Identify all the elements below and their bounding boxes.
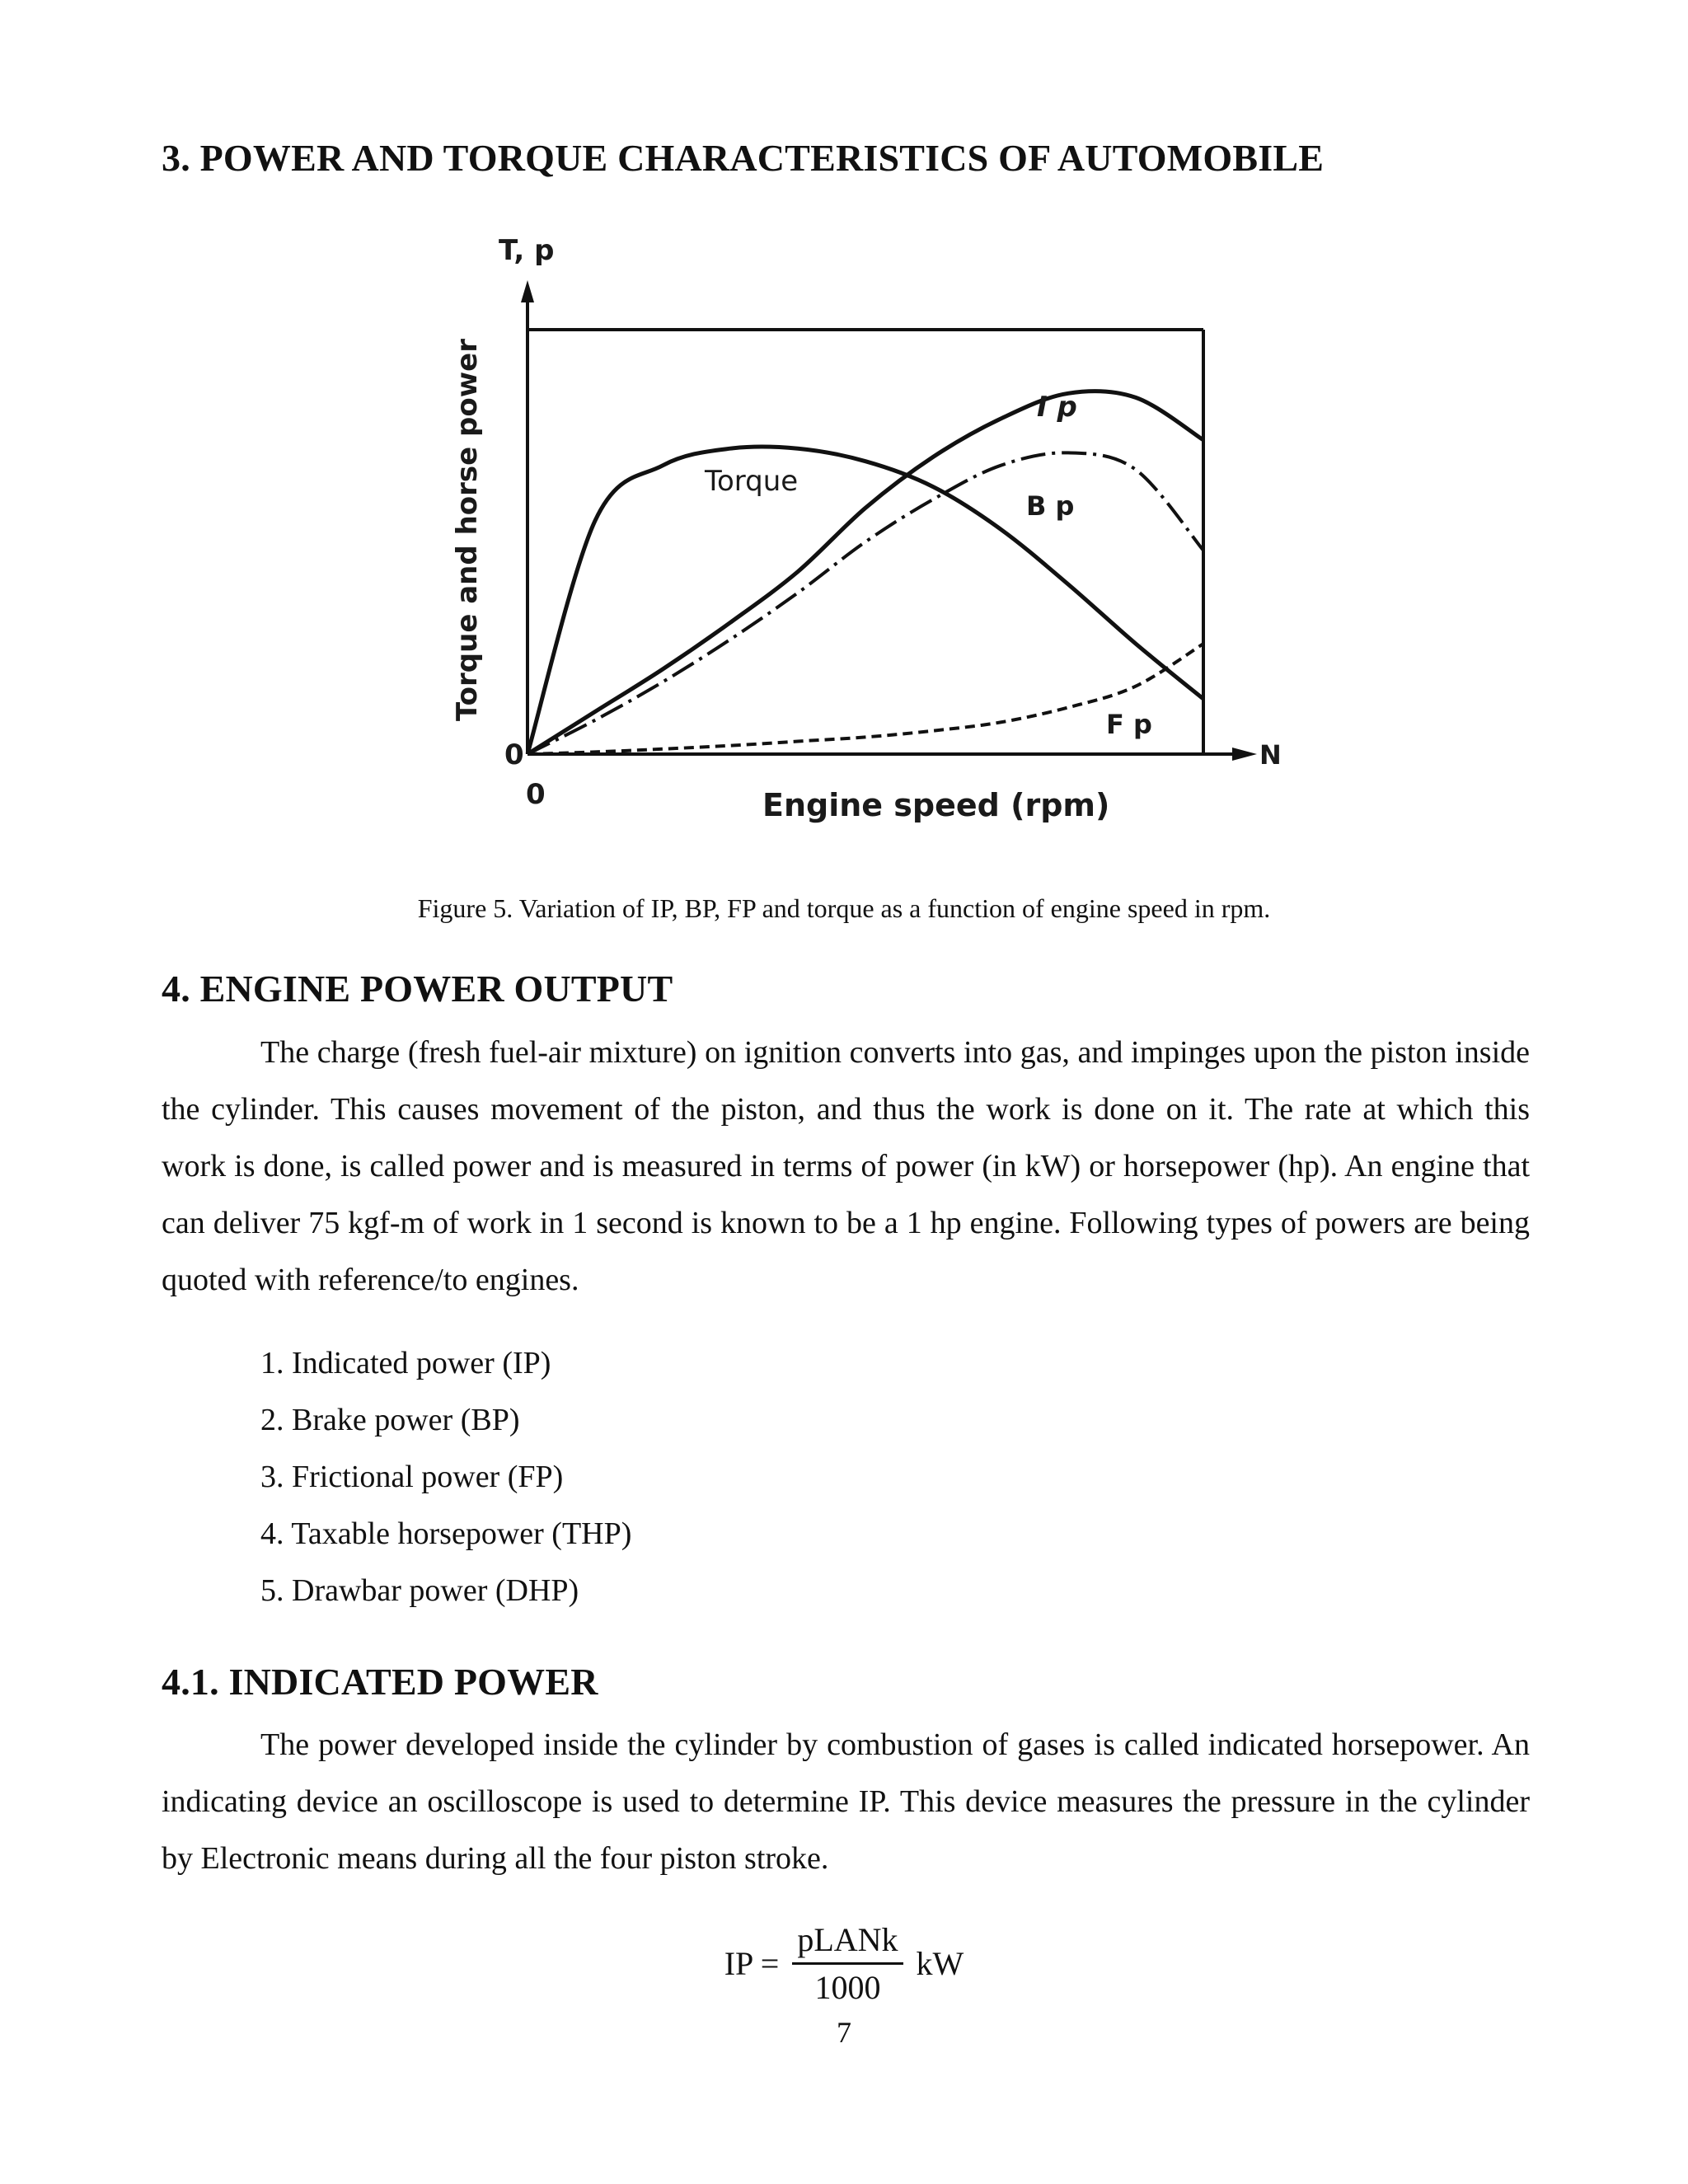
formula-denominator: 1000	[814, 1969, 881, 2006]
formula-numerator: pLANk	[792, 1920, 903, 1965]
list-item: 5. Drawbar power (DHP)	[260, 1573, 579, 1608]
fp-curve	[528, 644, 1203, 754]
section-4-paragraph: The charge (fresh fuel-air mixture) on ignition converts into gas, and impinges upon the piston inside the cylinder. This causes movement of the piston, and thus the work is done on it. The rate at which this work is done, is called power and is measured in terms of power (in kW) or horsepower (hp). An engine that can deliver 75 kgf-m of work in 1 second is known to be a 1 hp engine. Following types of powers are being quoted with reference/to engines.	[162, 1035, 1530, 1297]
fp-label: F p	[1106, 709, 1152, 740]
origin-y-label: 0	[504, 738, 524, 771]
list-item: 2. Brake power (BP)	[260, 1403, 520, 1437]
origin-x-label: 0	[526, 778, 546, 811]
section-4-1-paragraph: The power developed inside the cylinder by combustion of gases is called indicated horsepower. An indicating device an oscilloscope is used to determine IP. This device measures the pressure in the cylinder by Electronic means during all the four piston stroke.	[162, 1727, 1530, 1876]
section-4-heading: 4. ENGINE POWER OUTPUT	[162, 968, 673, 1010]
bp-curve	[528, 452, 1203, 754]
x-axis-arrow	[1232, 748, 1257, 761]
power-types-list	[260, 1335, 631, 1619]
ip-label: I p	[1037, 391, 1077, 424]
bp-label: B p	[1026, 490, 1075, 522]
list-item: 3. Frictional power (FP)	[260, 1460, 564, 1494]
figure-caption: Figure 5. Variation of IP, BP, FP and torque as a function of engine speed in rpm.	[417, 893, 1271, 923]
section-3-heading: 3. POWER AND TORQUE CHARACTERISTICS OF AUTOMOBILE	[162, 137, 1325, 179]
ip-curve	[528, 391, 1203, 754]
formula-lhs: IP =	[724, 1945, 780, 1982]
torque-curve	[528, 447, 1203, 754]
page-number: 7	[837, 2016, 851, 2049]
list-item: 1. Indicated power (IP)	[260, 1346, 551, 1380]
formula-unit: kW	[916, 1945, 964, 1982]
section-4-1-heading: 4.1. INDICATED POWER	[162, 1661, 598, 1703]
formula-fraction	[792, 1920, 903, 2007]
figure-5	[445, 227, 1286, 849]
x-axis-label: Engine speed (rpm)	[762, 787, 1110, 823]
ip-formula	[0, 1920, 1688, 2007]
power-torque-chart	[445, 227, 1286, 849]
list-item: 4. Taxable horsepower (THP)	[260, 1516, 632, 1551]
x-axis-symbol: N	[1259, 739, 1282, 771]
y-axis-arrow	[521, 280, 534, 302]
y-axis-label: Torque and horse power	[451, 339, 484, 721]
y-axis-symbol: T, p	[499, 234, 555, 267]
torque-label: Torque	[705, 465, 799, 498]
